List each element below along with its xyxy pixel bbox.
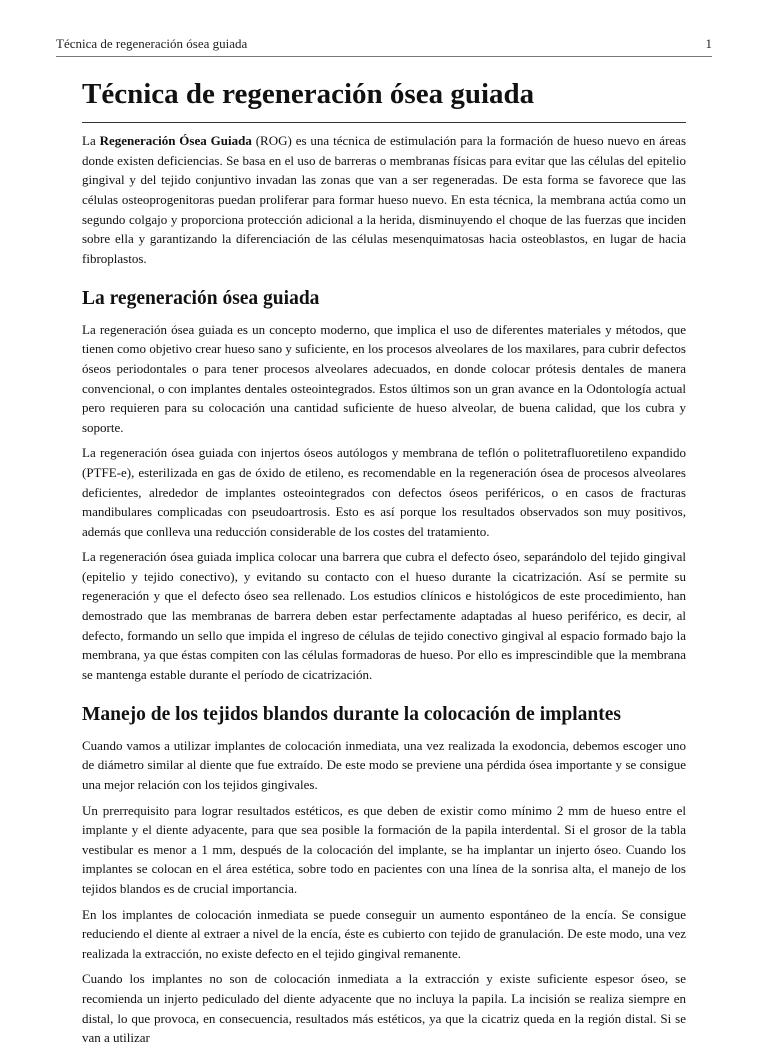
intro-paragraph [82, 131, 686, 268]
paragraph: Cuando los implantes no son de colocación inmediata a la extracción y existe suficiente espesor óseo, se recomienda un injerto pediculado del diente adyacente que no incluya la papila. La incisión se realiza siempre en distal, lo que provoca, en consecuencia, resultados más estéticos, ya que la cicatriz queda en la región distal. Si se van a utilizar [82, 971, 686, 1046]
intro-body-text: (ROG) es una técnica de estimulación para la formación de hueso nuevo en áreas donde existen deficiencias. Se basa en el uso de barreras o membranas físicas para evitar que las células del epitelio gingival y del tejido conjuntivo invadan las zonas que van a ser regeneradas. De esta forma se favorece que las células osteoprogenitoras puedan proliferar para formar hueso nuevo. En esta técnica, la membrana actúa como un segundo colgajo y proporciona protección adicional a la herida, disminuyendo el choque de las fuerzas que inciden sobre ella y garantizando la diferenciación de las células mesenquimatosas hacia osteoblastos, en lugar de hacia fibroplastos. [82, 133, 687, 266]
paragraph: En los implantes de colocación inmediata se puede conseguir un aumento espontáneo de la encía. Se consigue reduciendo el diente al extraer a nivel de la encía, éste es cubierto con tejido de granulación. De este modo, una vez realizada la extracción, no existe defecto en el tejido gingival remanente. [82, 906, 686, 961]
running-title: Técnica de regeneración ósea guiada [56, 36, 248, 51]
section-heading-regeneracion: La regeneración ósea guiada [82, 288, 320, 310]
section-heading-tejidos-blandos: Manejo de los tejidos blandos durante la colocación de implantes [82, 704, 621, 726]
header-divider [56, 56, 712, 57]
paragraph: La regeneración ósea guiada con injertos óseos autólogos y membrana de teflón o politetrafluoretileno expandido (PTFE-e), esterilizada en gas de óxido de etileno, es recomendable en la regeneración ósea de procesos alveolares deficientes, alrededor de implantes osteointegrados con defectos óseos periféricos, o en casos de fracturas mandibulares complicadas con pseudoartrosis. Esto es así porque los resultados observados son muy positivos, además que conlleva una reducción considerable de los costes del tratamiento. [82, 445, 686, 539]
intro-lead-text: La [82, 133, 100, 149]
paragraph: Un prerrequisito para lograr resultados estéticos, es que deben de existir como mínimo 2 mm de hueso entre el implante y el diente adyacente, para que sea posible la formación de la papila interdental. Si el grosor de la tabla vestibular es menor a 1 mm, después de la colocación del implante, se ha implantar un injerto óseo. Cuando los implantes se colocan en el área estética, sobre todo en pacientes con una línea de la sonrisa alta, el manejo de los tejidos blandos es de crucial importancia. [82, 802, 686, 896]
running-header [56, 36, 712, 52]
article-body [82, 76, 686, 1054]
page-title: Técnica de regeneración ósea guiada [82, 76, 686, 123]
page-number: 1 [705, 36, 712, 51]
paragraph: La regeneración ósea guiada implica colocar una barrera que cubra el defecto óseo, separándolo del tejido gingival (epitelio y tejido conectivo), y evitando su contacto con el hueso durante la cicatrización. Así se permite su regeneración y que el defecto óseo sea rellenado. Los estudios clínicos e histológicos de este procedimiento, han demostrado que las membranas de barrera deben estar perfectamente adaptadas al hueso periférico, es decir, al defecto, formando un sello que impida el ingreso de células de tejido conectivo gingival al espacio formado bajo la membrana, ya que éstas compiten con las células formadoras de hueso. Por ello es imprescindible que la membrana se mantenga estable durante el período de cicatrización. [82, 549, 686, 682]
paragraph: La regeneración ósea guiada es un concepto moderno, que implica el uso de diferentes materiales y métodos, que tienen como objetivo crear hueso sano y suficiente, en los procesos alveolares de los maxilares, para cubrir defectos óseos periodontales o para tener procesos alveolares adecuados, en donde colocar prótesis dentales de manera convencional, o con implantes dentales osteointegrados. Estos últimos son un gran avance en la Odontología actual pero requieren para su colocación una cantidad suficiente de hueso alveolar, de buena calidad, que los cubra y soporte. [82, 321, 686, 435]
paragraph: Cuando vamos a utilizar implantes de colocación inmediata, una vez realizada la exodoncia, debemos escoger uno de diámetro similar al diente que fue extraído. De este modo se previene una pérdida ósea importante y se consigue una mejor relación con los tejidos gingivales. [82, 737, 686, 792]
intro-term-bold: Regeneración Ósea Guiada [99, 133, 252, 149]
